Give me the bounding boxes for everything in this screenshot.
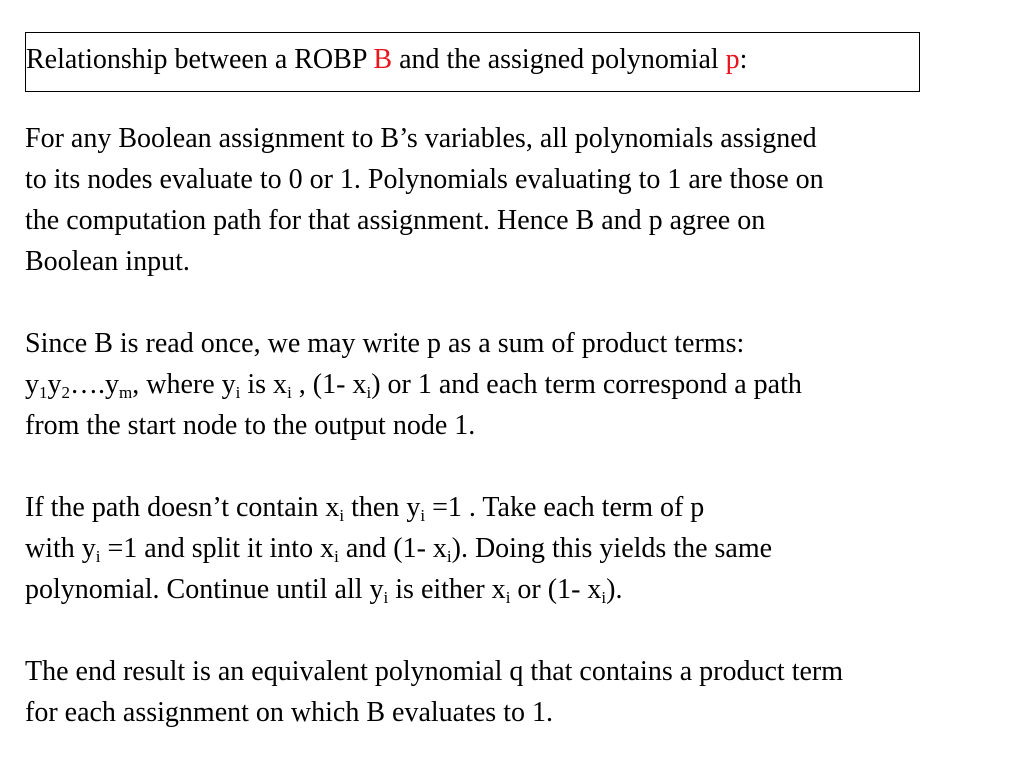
subscript: i	[601, 588, 607, 607]
paragraph-end-result	[25, 651, 1024, 733]
text-fragment: is either x	[388, 574, 506, 605]
subscript: i	[95, 547, 101, 566]
paragraph-line	[25, 569, 1024, 610]
paragraph-line: For any Boolean assignment to B’s variables, all polynomials assigned	[25, 123, 817, 154]
paragraph-line: from the start node to the output node 1.	[25, 410, 476, 441]
text-fragment: ). Doing this yields the same	[451, 533, 773, 564]
subscript: i	[420, 506, 426, 525]
paragraph-line: the computation path for that assignment. Hence B and p agree on	[25, 205, 766, 236]
subscript: i	[235, 383, 241, 402]
paragraph-line	[25, 487, 1024, 528]
text-fragment: If the path doesn’t contain x	[25, 492, 340, 523]
text-fragment: with y	[25, 533, 96, 564]
text-fragment: y	[47, 369, 62, 400]
text-fragment: =1 . Take each term of p	[425, 492, 705, 523]
paragraph-line	[25, 528, 1024, 569]
title-text-mid: and the assigned polynomial	[392, 44, 726, 75]
title-robp-symbol: B	[373, 44, 393, 75]
text-fragment: is x	[240, 369, 288, 400]
subscript: 1	[39, 383, 48, 402]
subscript: i	[505, 588, 511, 607]
text-fragment: polynomial. Continue until all y	[25, 574, 384, 605]
text-fragment: ).	[606, 574, 623, 605]
subscript: i	[334, 547, 339, 566]
text-fragment: , (1- x	[291, 369, 367, 400]
text-fragment: y	[25, 369, 39, 400]
paragraph-boolean-assignment	[25, 118, 1024, 282]
paragraph-line: The end result is an equivalent polynomial q that contains a product term	[25, 656, 844, 687]
text-fragment: ….y	[70, 369, 119, 400]
text-fragment: then y	[344, 492, 421, 523]
subscript: 2	[61, 383, 70, 402]
paragraph-line-product-terms	[25, 364, 1024, 405]
paragraph-read-once	[25, 323, 1024, 446]
title-text-post: :	[739, 44, 748, 75]
subscript: m	[119, 383, 133, 402]
text-fragment: =1 and split it into x	[100, 533, 335, 564]
text-fragment: ) or 1 and each term correspond a path	[371, 369, 802, 400]
subscript: i	[446, 547, 452, 566]
text-fragment: , where y	[132, 369, 236, 400]
title-polynomial-symbol: p	[725, 44, 740, 75]
subscript: i	[339, 506, 345, 525]
title-text-pre: Relationship between a ROBP	[26, 44, 374, 75]
subscript: i	[287, 383, 292, 402]
paragraph-line: to its nodes evaluate to 0 or 1. Polynomials evaluating to 1 are those on	[25, 164, 824, 195]
subscript: i	[366, 383, 372, 402]
paragraph-line: Since B is read once, we may write p as a sum of product terms:	[25, 328, 745, 359]
title-box	[25, 32, 920, 92]
paragraph-line: for each assignment on which B evaluates to 1.	[25, 697, 553, 728]
text-fragment: or (1- x	[510, 574, 602, 605]
paragraph-split-terms	[25, 487, 1024, 610]
subscript: i	[383, 588, 389, 607]
text-fragment: and (1- x	[338, 533, 447, 564]
paragraph-line: Boolean input.	[25, 246, 190, 277]
